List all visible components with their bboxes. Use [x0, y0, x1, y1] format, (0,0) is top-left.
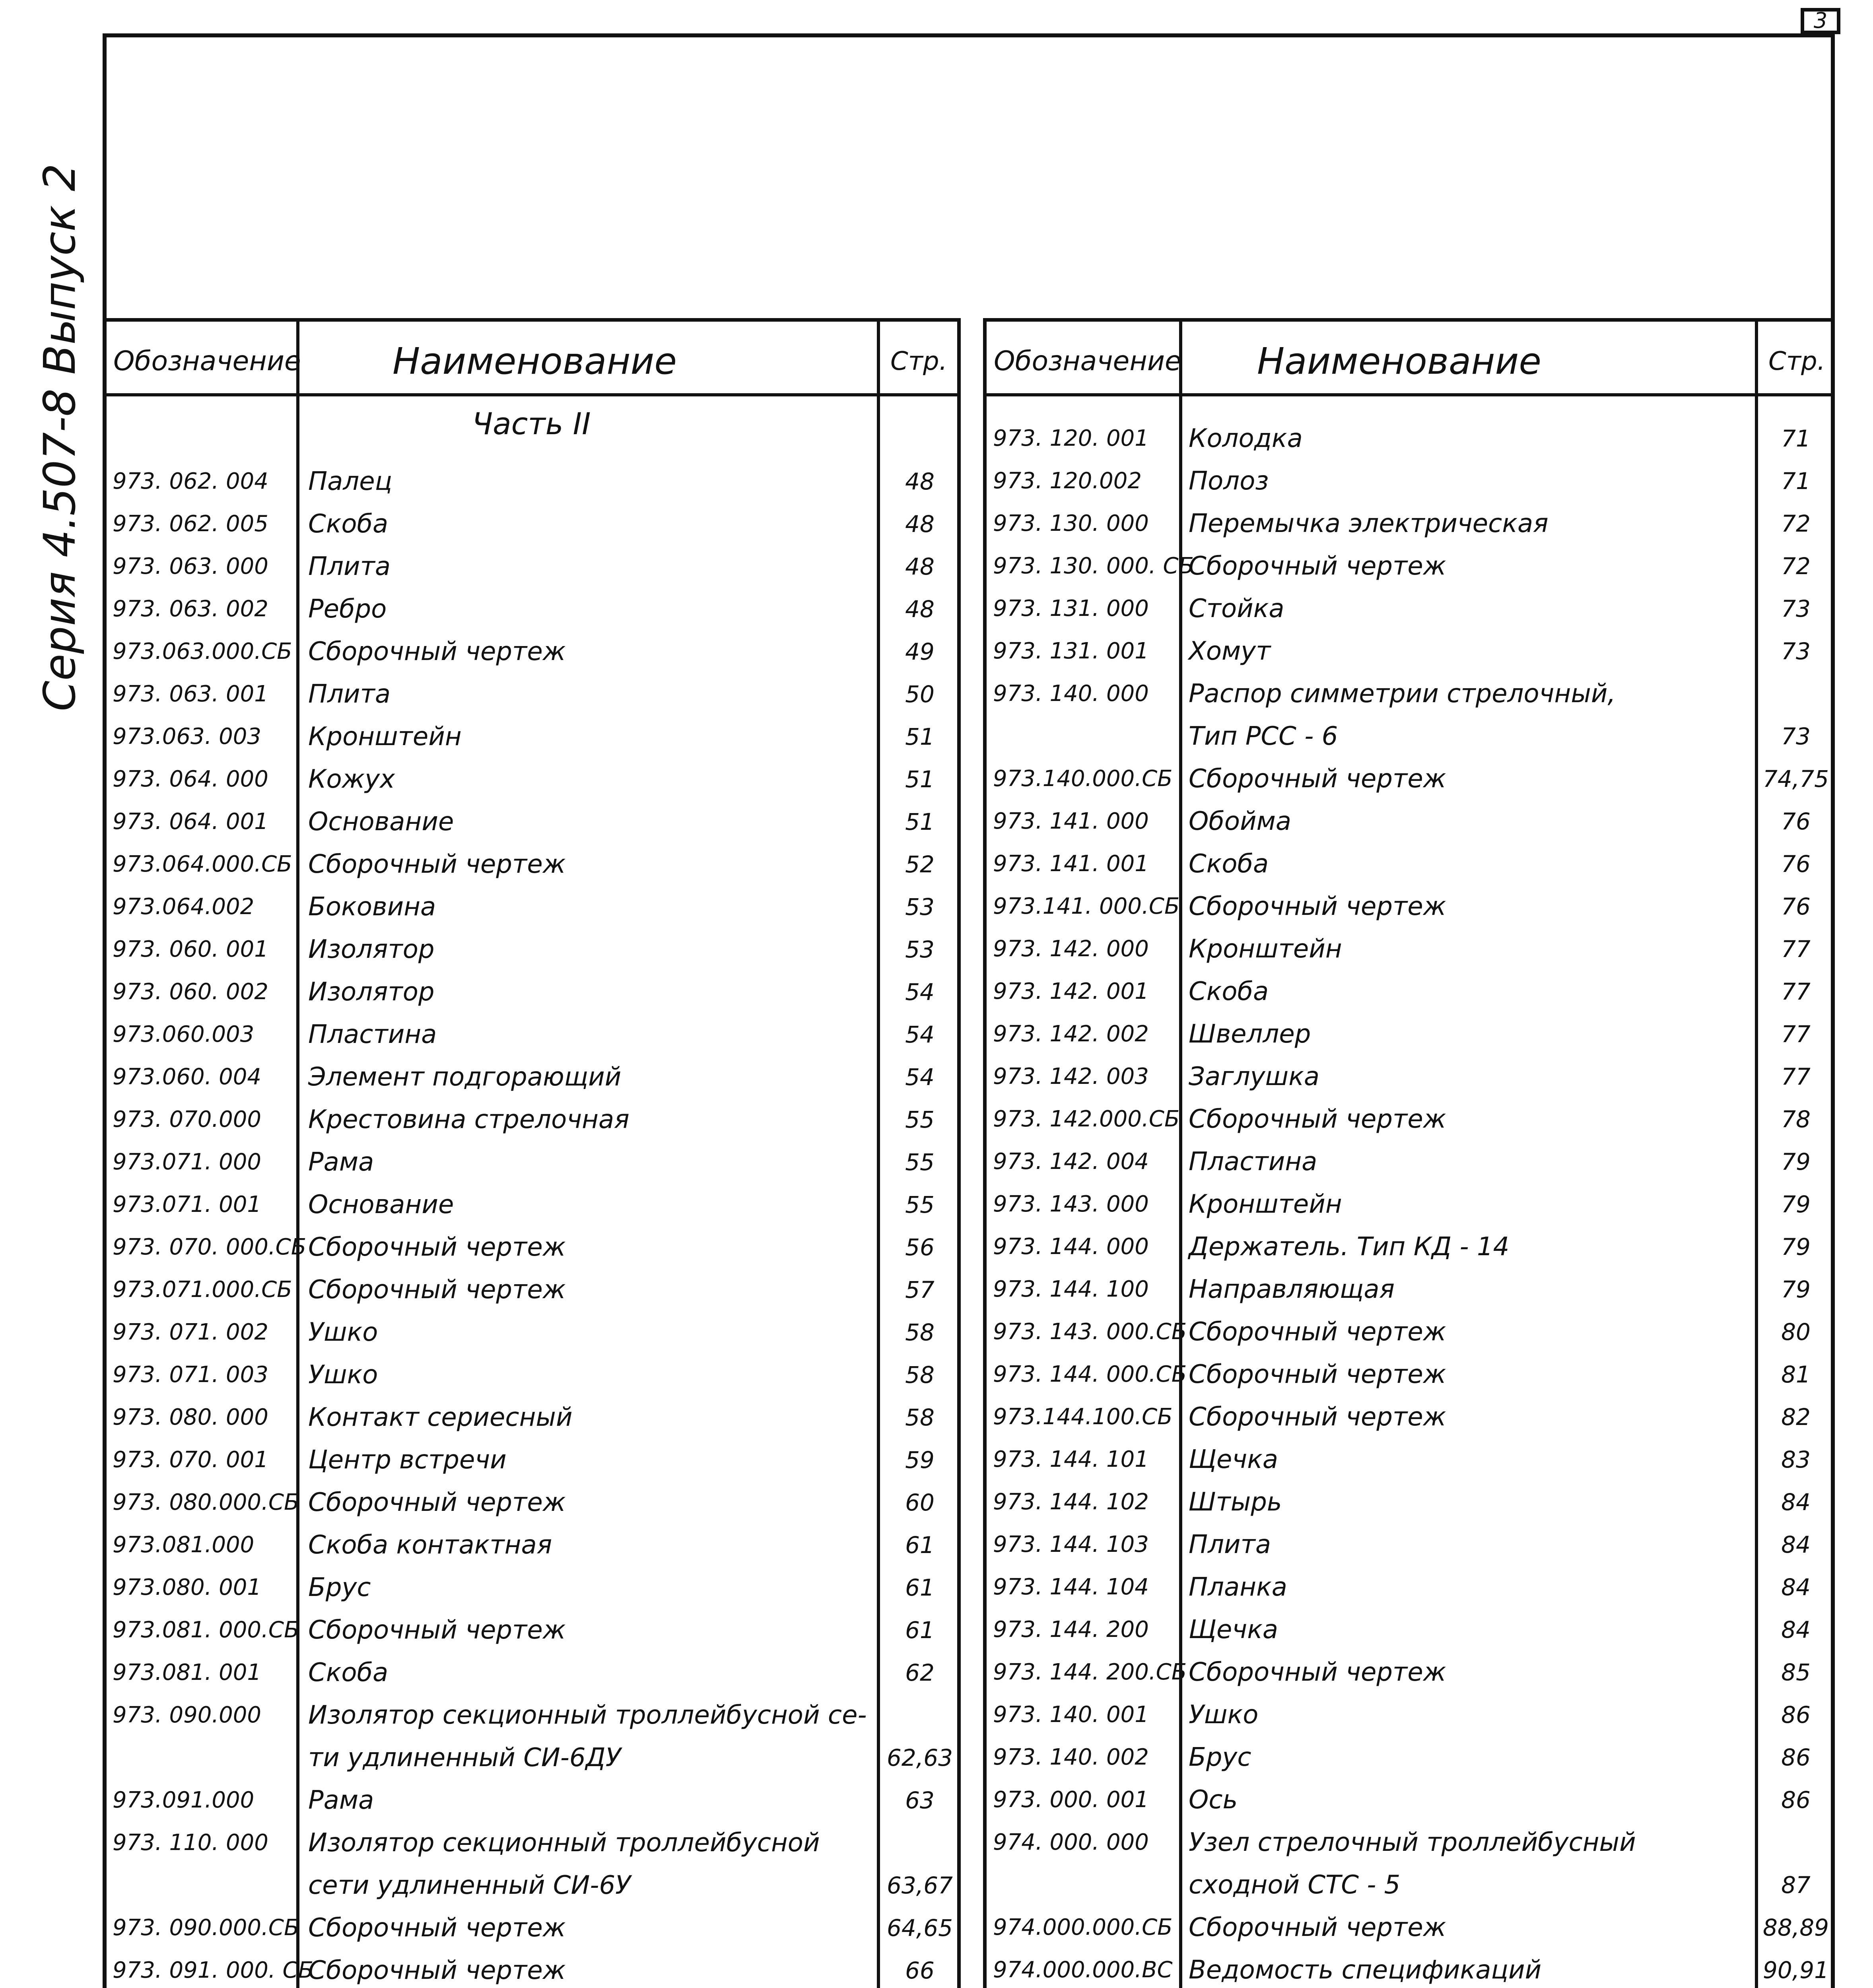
table-row: [987, 1055, 1831, 1098]
table-row: [106, 1098, 957, 1141]
row-page: 61: [905, 1617, 935, 1644]
row-code: 973. 142. 004: [993, 1149, 1149, 1175]
row-code: 973.141. 000.СБ: [993, 893, 1180, 919]
row-code: 973.144.100.СБ: [993, 1404, 1173, 1430]
table-row: [987, 715, 1831, 758]
row-name: Сборочный чертеж: [1189, 764, 1446, 794]
row-code: 973. 063. 002: [113, 596, 268, 622]
row-name: Элемент подгорающий: [308, 1062, 622, 1092]
table-row: [106, 1056, 957, 1099]
row-page: 84: [1781, 1489, 1811, 1516]
row-page: 48: [905, 553, 935, 580]
row-name: Обойма: [1189, 807, 1292, 836]
row-name: Заглушка: [1189, 1062, 1320, 1091]
row-page: 71: [1781, 468, 1811, 495]
table-row: [106, 715, 957, 758]
row-name: Ушко: [1189, 1700, 1259, 1730]
row-page: 50: [905, 681, 935, 708]
row-page: 61: [905, 1532, 935, 1559]
table-row: [106, 1864, 957, 1907]
row-name: Скоба: [1189, 977, 1269, 1006]
row-code: 973.060. 004: [113, 1064, 262, 1090]
row-name: Изолятор секционный троллейбусной се-: [308, 1701, 867, 1730]
table-row: [106, 588, 957, 631]
row-page: 55: [905, 1106, 935, 1133]
row-code: 973.071. 001: [113, 1192, 262, 1217]
row-code: 973. 090.000: [113, 1702, 262, 1728]
row-code: 973. 000. 001: [993, 1787, 1149, 1813]
row-name: Пластина: [308, 1020, 437, 1049]
table-row: [987, 1396, 1831, 1439]
table-row: [987, 587, 1831, 630]
row-code: 973.071. 000: [113, 1149, 262, 1175]
page-number-box: [1801, 8, 1840, 34]
table-row: [987, 630, 1831, 673]
table-row: [106, 1651, 957, 1694]
row-code: 973. 144. 100: [993, 1276, 1149, 1302]
row-code: 973.060.003: [113, 1021, 255, 1047]
row-name: Контакт сериесный: [308, 1403, 573, 1432]
row-code: 973. 143. 000: [993, 1191, 1149, 1217]
row-page: 56: [905, 1234, 935, 1261]
table-row: [987, 1140, 1831, 1183]
row-page: 88,89: [1762, 1914, 1829, 1941]
table-row: [106, 928, 957, 971]
row-name: Ось: [1189, 1785, 1238, 1815]
row-name: Рама: [308, 1786, 374, 1815]
row-page: 48: [905, 596, 935, 623]
row-page: 71: [1781, 425, 1811, 452]
row-page: 61: [905, 1574, 935, 1601]
table-row: [987, 757, 1831, 800]
row-name: Плита: [308, 679, 391, 709]
table-row: [987, 1566, 1831, 1609]
row-name: Скоба: [308, 509, 389, 539]
row-code: 973. 142. 000: [993, 936, 1149, 962]
row-page: 77: [1781, 1021, 1811, 1048]
row-page: 72: [1781, 553, 1811, 580]
row-page: 78: [1781, 1106, 1811, 1133]
series-label: Серия 4.507-8 Выпуск 2: [34, 163, 85, 711]
row-name: Центр встречи: [308, 1445, 507, 1475]
row-code: 973. 062. 004: [113, 468, 268, 494]
row-page: 79: [1781, 1148, 1811, 1175]
table-row: [106, 1736, 957, 1779]
row-code: 973. 142. 001: [993, 978, 1149, 1004]
row-code: 973. 130. 000. СБ: [993, 553, 1194, 579]
table-row: [106, 1949, 957, 1988]
table-row: [106, 1439, 957, 1481]
row-name: Сборочный чертеж: [308, 1615, 566, 1645]
header-code: Обозначение: [113, 346, 301, 377]
row-page: 58: [905, 1319, 935, 1346]
table-row: [106, 1141, 957, 1184]
row-name: Планка: [1189, 1573, 1287, 1602]
row-page: 84: [1781, 1616, 1811, 1643]
row-code: 973.081. 001: [113, 1660, 262, 1685]
table-row: [106, 1609, 957, 1652]
table-row: [987, 1481, 1831, 1524]
row-code: 973. 140. 001: [993, 1702, 1149, 1728]
row-name: Сборочный чертеж: [1189, 892, 1446, 921]
table-row: [106, 1481, 957, 1524]
row-name: Распор симметрии стрелочный,: [1189, 679, 1616, 709]
table-row: [106, 1268, 957, 1311]
row-page: 73: [1781, 595, 1811, 622]
row-code: 973. 141. 000: [993, 808, 1149, 834]
row-page: 87: [1781, 1872, 1811, 1899]
row-name: Ушко: [308, 1360, 378, 1390]
row-page: 63: [905, 1787, 935, 1814]
row-code: 973. 063. 000: [113, 553, 268, 579]
row-page: 58: [905, 1361, 935, 1388]
row-name: сети удлиненный СИ-6У: [308, 1871, 631, 1900]
row-name: Пластина: [1189, 1147, 1317, 1176]
table-row: [106, 545, 957, 588]
row-code: 973. 090.000.СБ: [113, 1915, 299, 1941]
row-name: Плита: [308, 552, 391, 581]
row-page: 60: [905, 1489, 935, 1516]
right-table: [983, 318, 1835, 1988]
table-row: [987, 800, 1831, 843]
section-title: Часть II: [472, 406, 591, 441]
row-name: Направляющая: [1189, 1275, 1395, 1304]
row-page: 51: [905, 766, 935, 793]
row-page: 79: [1781, 1276, 1811, 1303]
row-code: 973. 140. 002: [993, 1744, 1149, 1770]
row-code: 973. 110. 000: [113, 1830, 268, 1856]
row-code: 973. 070.000: [113, 1107, 262, 1132]
row-code: 973. 144. 000.СБ: [993, 1361, 1187, 1387]
row-name: Сборочный чертеж: [1189, 1360, 1446, 1389]
table-row: [987, 1651, 1831, 1694]
table-row: [987, 1438, 1831, 1481]
table-row: [987, 1778, 1831, 1821]
row-code: 973. 071. 003: [113, 1362, 268, 1388]
row-page: 79: [1781, 1233, 1811, 1260]
row-code: 973.064.002: [113, 894, 255, 920]
table-row: [106, 1821, 957, 1864]
row-name: Стойка: [1189, 594, 1284, 623]
row-code: 973. 080. 000: [113, 1404, 268, 1430]
row-code: 973.080. 001: [113, 1574, 262, 1600]
row-name: ти удлиненный СИ-6ДУ: [308, 1743, 621, 1773]
row-name: Скоба: [308, 1658, 389, 1687]
row-page: 54: [905, 1021, 935, 1048]
row-name: Полоз: [1189, 466, 1269, 496]
row-name: Рама: [308, 1147, 374, 1177]
row-name: Хомут: [1189, 637, 1271, 666]
row-page: 80: [1781, 1318, 1811, 1345]
row-name: Сборочный чертеж: [308, 850, 566, 879]
table-row: [987, 1353, 1831, 1396]
row-name: Палец: [308, 467, 392, 496]
row-name: Ушко: [308, 1318, 378, 1347]
table-row: [106, 1353, 957, 1396]
row-code: 973.140.000.СБ: [993, 766, 1173, 792]
row-page: 86: [1781, 1786, 1811, 1813]
row-code: 973. 062. 005: [113, 511, 268, 537]
row-name: Кронштейн: [1189, 934, 1342, 964]
row-code: 973. 070. 001: [113, 1447, 268, 1473]
row-code: 973.071.000.СБ: [113, 1277, 292, 1303]
left-table: [103, 318, 961, 1988]
table-row: [106, 800, 957, 843]
row-name: Узел стрелочный троллейбусный: [1189, 1828, 1636, 1857]
row-name: Скоба контактная: [308, 1530, 552, 1560]
row-page: 76: [1781, 808, 1811, 835]
row-page: 48: [905, 511, 935, 538]
row-page: 62,63: [886, 1744, 953, 1771]
table-row: [987, 1949, 1831, 1988]
row-name: Колодка: [1189, 424, 1303, 453]
row-name: Тип РСС - 6: [1189, 722, 1338, 751]
page-number: 3: [1813, 8, 1828, 33]
row-name: Штырь: [1189, 1487, 1282, 1517]
row-page: 53: [905, 893, 935, 920]
table-row: [987, 1906, 1831, 1949]
row-code: 973. 060. 002: [113, 979, 268, 1005]
table-row: [106, 460, 957, 503]
row-name: Изолятор: [308, 935, 435, 964]
row-page: 53: [905, 936, 935, 963]
table-row: [106, 1226, 957, 1269]
table-row: [106, 630, 957, 673]
table-row: [987, 1013, 1831, 1056]
row-name: Щечка: [1189, 1615, 1278, 1644]
row-code: 973. 131. 000: [993, 596, 1149, 621]
row-name: Боковина: [308, 892, 436, 922]
row-page: 55: [905, 1191, 935, 1218]
table-row: [987, 1821, 1831, 1864]
header-page: Стр.: [1768, 347, 1825, 376]
row-page: 84: [1781, 1574, 1811, 1601]
row-code: 973.064.000.СБ: [113, 851, 292, 877]
table-row: [987, 460, 1831, 503]
row-page: 52: [905, 851, 935, 878]
table-row: [106, 1566, 957, 1609]
table-row: [106, 1779, 957, 1822]
row-name: Сборочный чертеж: [1189, 1913, 1446, 1942]
row-code: 973. 144. 200.СБ: [993, 1659, 1187, 1685]
table-row: [106, 843, 957, 886]
table-row: [987, 1608, 1831, 1651]
header-name: Наименование: [1257, 340, 1541, 382]
row-page: 57: [905, 1276, 935, 1303]
row-code: 973. 120.002: [993, 468, 1142, 494]
table-row: [987, 1098, 1831, 1141]
table-row: [106, 885, 957, 928]
table-row: [987, 1523, 1831, 1566]
row-code: 973. 140. 000: [993, 681, 1149, 707]
row-name: Щечка: [1189, 1445, 1278, 1474]
row-name: Основание: [308, 807, 454, 837]
row-code: 973. 142. 003: [993, 1064, 1149, 1089]
row-code: 974.000.000.ВС: [993, 1957, 1173, 1983]
row-page: 83: [1781, 1446, 1811, 1473]
row-page: 62: [905, 1659, 935, 1686]
table-row: [987, 1693, 1831, 1736]
row-page: 82: [1781, 1404, 1811, 1431]
table-row: [106, 758, 957, 801]
row-name: Сборочный чертеж: [308, 637, 566, 666]
row-page: 66: [905, 1957, 935, 1984]
table-row: [106, 1396, 957, 1439]
row-page: 79: [1781, 1191, 1811, 1218]
row-name: Сборочный чертеж: [308, 1233, 566, 1262]
row-page: 76: [1781, 850, 1811, 878]
table-row: [987, 1736, 1831, 1779]
table-row: [987, 1225, 1831, 1268]
row-name: Кожух: [308, 765, 395, 794]
row-code: 973. 063. 001: [113, 681, 268, 707]
row-name: Сборочный чертеж: [308, 1913, 566, 1943]
row-page: 59: [905, 1446, 935, 1474]
row-code: 973. 144. 102: [993, 1489, 1149, 1515]
row-page: 51: [905, 723, 935, 750]
row-code: 973. 130. 000: [993, 511, 1149, 536]
row-page: 86: [1781, 1701, 1811, 1728]
table-row: [987, 1310, 1831, 1353]
row-code: 973. 080.000.СБ: [113, 1489, 299, 1515]
table-row: [987, 928, 1831, 971]
row-code: 973. 142.000.СБ: [993, 1106, 1180, 1132]
row-page: 85: [1781, 1659, 1811, 1686]
table-row: [987, 1864, 1831, 1906]
row-code: 973. 120. 001: [993, 425, 1149, 451]
header-divider: [106, 393, 957, 396]
row-name: Швеллер: [1189, 1019, 1311, 1049]
row-name: Изолятор секционный троллейбусной: [308, 1828, 820, 1858]
row-page: 74,75: [1762, 765, 1829, 792]
row-code: 973. 144. 101: [993, 1446, 1149, 1472]
row-name: Брус: [308, 1573, 371, 1602]
row-code: 973.081. 000.СБ: [113, 1617, 299, 1643]
row-page: 48: [905, 468, 935, 495]
row-code: 973. 131. 001: [993, 638, 1149, 664]
row-page: 76: [1781, 893, 1811, 920]
row-code: 973. 091. 000. СБ: [113, 1957, 313, 1983]
row-code: 973. 141. 001: [993, 851, 1149, 877]
row-page: 63,67: [886, 1872, 953, 1899]
row-code: 973.091.000: [113, 1787, 255, 1813]
header-page: Стр.: [890, 347, 947, 376]
row-name: Изолятор: [308, 977, 435, 1007]
row-code: 973.081.000: [113, 1532, 255, 1558]
row-page: 51: [905, 808, 935, 835]
row-name: Плита: [1189, 1530, 1271, 1559]
row-name: Сборочный чертеж: [1189, 1317, 1446, 1347]
row-page: 58: [905, 1404, 935, 1431]
row-code: 973. 064. 001: [113, 809, 268, 835]
row-page: 73: [1781, 723, 1811, 750]
row-name: Основание: [308, 1190, 454, 1219]
row-code: 973.063.000.СБ: [113, 639, 292, 664]
row-code: 973. 144. 000: [993, 1234, 1149, 1260]
row-name: Сборочный чертеж: [308, 1488, 566, 1517]
row-name: Сборочный чертеж: [308, 1275, 566, 1305]
table-row: [987, 417, 1831, 460]
table-row: [106, 1906, 957, 1949]
table-row: [987, 885, 1831, 928]
row-code: 973. 060. 001: [113, 936, 268, 962]
row-name: Ведомость спецификаций: [1189, 1955, 1542, 1985]
table-row: [106, 503, 957, 546]
row-page: 86: [1781, 1744, 1811, 1771]
row-page: 55: [905, 1149, 935, 1176]
row-name: Ребро: [308, 594, 387, 624]
row-name: Держатель. Тип КД - 14: [1189, 1232, 1510, 1262]
row-code: 973. 142. 002: [993, 1021, 1149, 1047]
row-name: Сборочный чертеж: [1189, 1658, 1446, 1687]
table-row: [987, 1268, 1831, 1311]
row-name: Перемычка электрическая: [1189, 509, 1549, 538]
table-row: [987, 545, 1831, 588]
table-row: [106, 1524, 957, 1567]
table-row: [987, 1183, 1831, 1226]
row-name: Брус: [1189, 1743, 1251, 1772]
row-page: 73: [1781, 638, 1811, 665]
row-code: 973. 144. 200: [993, 1617, 1149, 1642]
table-row: [106, 1694, 957, 1737]
header-divider: [987, 393, 1831, 396]
row-name: Сборочный чертеж: [1189, 1402, 1446, 1432]
table-row: [987, 970, 1831, 1013]
table-row: [987, 502, 1831, 545]
row-name: Сборочный чертеж: [308, 1956, 566, 1985]
row-page: 54: [905, 1064, 935, 1091]
row-name: Скоба: [1189, 849, 1269, 879]
table-row: [106, 1311, 957, 1354]
row-name: Сборочный чертеж: [1189, 551, 1446, 581]
header-name: Наименование: [392, 340, 677, 382]
row-page: 77: [1781, 936, 1811, 963]
row-code: 973. 071. 002: [113, 1319, 268, 1345]
row-name: Сборочный чертеж: [1189, 1105, 1446, 1134]
row-code: 974.000.000.СБ: [993, 1914, 1173, 1940]
row-code: 973. 144. 104: [993, 1574, 1149, 1600]
row-page: 81: [1781, 1361, 1811, 1388]
row-code: 974. 000. 000: [993, 1829, 1149, 1855]
row-page: 49: [905, 638, 935, 665]
row-name: сходной СТС - 5: [1189, 1870, 1401, 1900]
header-code: Обозначение: [994, 346, 1181, 377]
row-name: Крестовина стрелочная: [308, 1105, 630, 1134]
row-code: 973. 143. 000.СБ: [993, 1319, 1187, 1345]
row-name: Кронштейн: [1189, 1190, 1342, 1219]
row-code: 973. 070. 000.СБ: [113, 1234, 307, 1260]
row-page: 77: [1781, 978, 1811, 1005]
table-row: [106, 1183, 957, 1226]
row-name: Кронштейн: [308, 722, 462, 751]
row-page: 54: [905, 978, 935, 1006]
row-page: 64,65: [886, 1914, 953, 1941]
row-code: 973. 064. 000: [113, 766, 268, 792]
row-page: 84: [1781, 1531, 1811, 1558]
row-page: 77: [1781, 1063, 1811, 1090]
table-row: [106, 673, 957, 716]
table-row: [987, 843, 1831, 885]
row-page: 72: [1781, 510, 1811, 537]
row-code: 973. 144. 103: [993, 1532, 1149, 1557]
table-row: [987, 672, 1831, 715]
row-code: 973.063. 003: [113, 724, 262, 749]
table-row: [106, 971, 957, 1013]
table-row: [106, 1013, 957, 1056]
row-page: 90,91: [1762, 1957, 1829, 1984]
